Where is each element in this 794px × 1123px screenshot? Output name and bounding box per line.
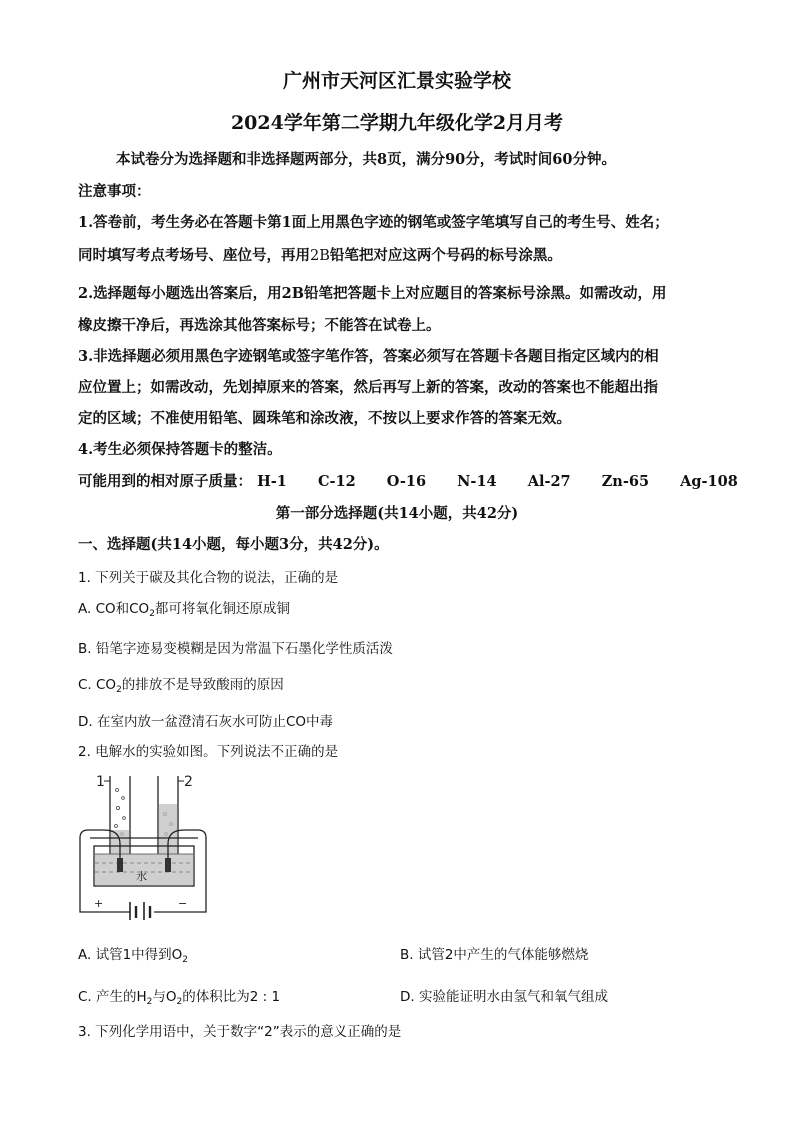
q1-option-c-text: C. CO — [78, 677, 117, 693]
note-1-text-a: 同时填写考点考场号、座位号，再用 — [78, 247, 310, 264]
q1-option-a-text: A. CO和CO — [78, 601, 150, 617]
q2-option-a — [78, 943, 188, 965]
note-1-pencil-code: 2B — [310, 248, 330, 264]
atomic-masses — [78, 470, 738, 491]
section-1-title: 一、选择题(共14小题，每小题3分，共42分)。 — [78, 536, 389, 553]
q2-option-c-text-mid: 与O — [152, 989, 177, 1005]
q2-option-a-text: A. 试管1中得到O — [78, 947, 183, 963]
exam-title: 2024学年第二学期九年级化学2月月考 — [230, 112, 564, 134]
note-2-line-1: 2.选择题每小题选出答案后，用2B铅笔把答题卡上对应题目的答案标号涂黑。如需改动，用 — [78, 285, 667, 302]
note-4: 4.考生必须保持答题卡的整洁。 — [78, 441, 282, 458]
note-2-line-2: 橡皮擦干净后，再选涂其他答案标号；不能答在试卷上。 — [78, 317, 441, 334]
part-1-title: 第一部分选择题(共14小题，共42分) — [275, 505, 519, 522]
q1-option-a-text-end: 都可将氧化铜还原成铜 — [154, 601, 290, 617]
electrode-1 — [117, 858, 123, 872]
atomic-mass-item: H-1 — [257, 473, 287, 490]
note-3-line-2: 应位置上；如需改动，先划掉原来的答案，然后再写上新的答案，改动的答案也不能超出指 — [78, 379, 658, 396]
figure-plus-label: + — [94, 897, 104, 910]
q1-option-a-subscript: 2 — [149, 609, 155, 619]
figure-tube-2-label: 2 — [184, 774, 193, 790]
q2-option-c — [78, 985, 280, 1007]
q1-option-c-subscript: 2 — [116, 685, 122, 695]
q2-option-c-subscript-2: 2 — [176, 997, 183, 1007]
figure-minus-label: − — [178, 897, 188, 910]
q1-option-b: B. 铅笔字迹易变模糊是因为常温下石墨化学性质活泼 — [78, 641, 393, 657]
figure-tube-1-label: 1 — [96, 774, 105, 790]
q1-option-a — [78, 597, 290, 619]
q2-option-c-subscript-1: 2 — [146, 997, 153, 1007]
electrode-2 — [165, 858, 171, 872]
electrolysis-figure — [74, 768, 214, 920]
school-title: 广州市天河区汇景实验学校 — [282, 70, 511, 92]
q1-stem: 1. 下列关于碳及其化合物的说法，正确的是 — [78, 570, 339, 586]
note-1-line-1: 1.答卷前，考生务必在答题卡第1面上用黑色字迹的钢笔或签字笔填写自己的考生号、姓名； — [78, 214, 669, 231]
q3-stem: 3. 下列化学用语中，关于数字“2”表示的意义正确的是 — [78, 1024, 402, 1040]
atomic-mass-item: N-14 — [457, 473, 497, 490]
q1-option-c — [78, 673, 284, 695]
exam-intro: 本试卷分为选择题和非选择题两部分，共8页，满分90分，考试时间60分钟。 — [116, 151, 616, 168]
battery-icon — [130, 902, 150, 920]
q2-option-d: D. 实验能证明水由氢气和氧气组成 — [400, 989, 608, 1005]
q1-option-d: D. 在室内放一盆澄清石灰水可防止CO中毒 — [78, 714, 334, 730]
figure-water-label: 水 — [136, 870, 147, 883]
atomic-mass-item: Ag-108 — [680, 473, 738, 490]
atomic-mass-item: Al-27 — [527, 473, 571, 490]
q2-option-c-text-end: 的体积比为2 : 1 — [182, 989, 281, 1005]
atomic-mass-item: O-16 — [386, 473, 427, 490]
note-3-line-3: 定的区域；不准使用铅笔、圆珠笔和涂改液，不按以上要求作答的答案无效。 — [78, 410, 571, 427]
atomic-mass-item: C-12 — [317, 473, 356, 490]
q1-option-c-text-end: 的排放不是导致酸雨的原因 — [121, 677, 284, 693]
q2-stem: 2. 电解水的实验如图。下列说法不正确的是 — [78, 744, 339, 760]
note-1-text-b: 铅笔把对应这两个号码的标号涂黑。 — [329, 247, 562, 264]
note-3-line-1: 3.非选择题必须用黑色字迹钢笔或签字笔作答，答案必须写在答题卡各题目指定区域内的相 — [78, 348, 659, 365]
atomic-mass-item: Zn-65 — [601, 473, 650, 490]
q2-option-b: B. 试管2中产生的气体能够燃烧 — [400, 947, 589, 963]
q2-option-a-subscript: 2 — [182, 955, 189, 965]
q2-option-c-text: C. 产生的H — [78, 989, 147, 1005]
atomic-masses-label: 可能用到的相对原子质量： — [78, 473, 252, 490]
note-1-line-2 — [78, 244, 562, 265]
notes-heading: 注意事项： — [78, 183, 151, 200]
